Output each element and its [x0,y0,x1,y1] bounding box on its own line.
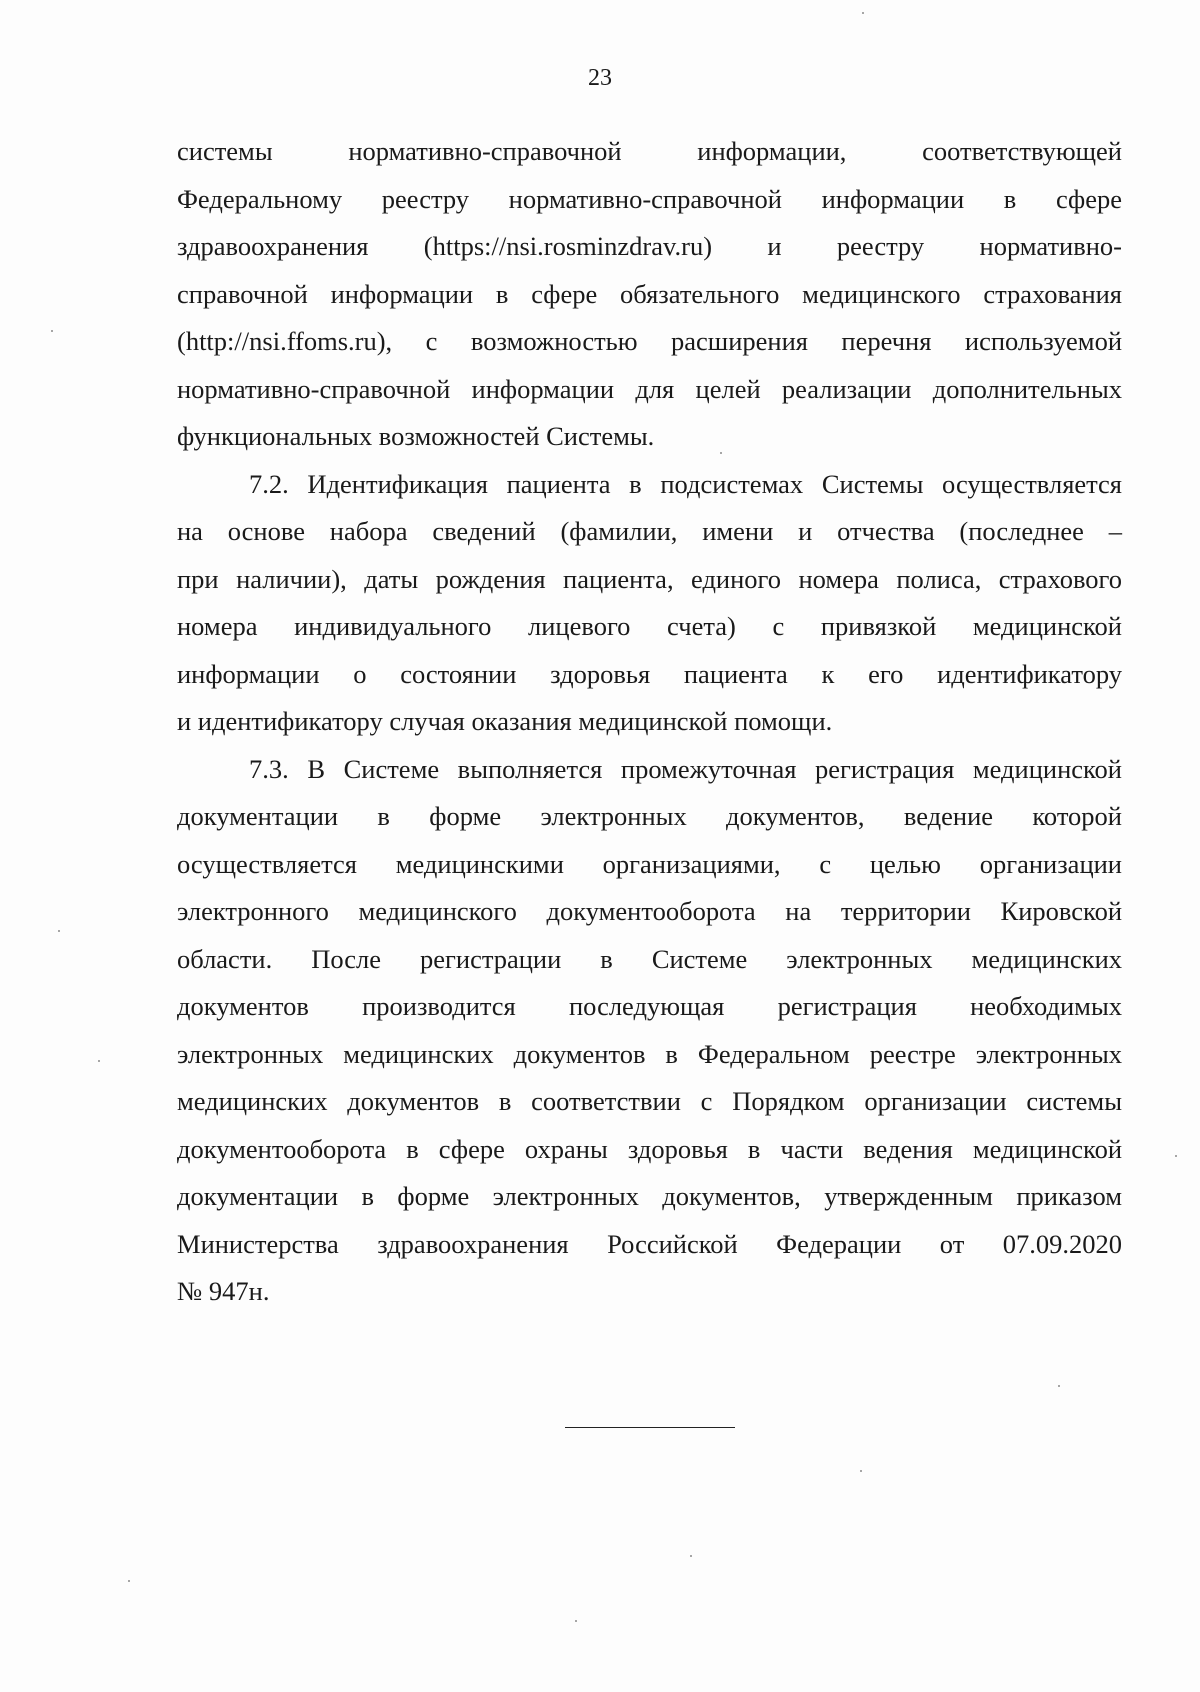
text-line: информации о состоянии здоровья пациента к его идентификатору [177,658,1122,689]
text-line: Министерства здравоохранения Российской Федерации от 07.09.2020 [177,1228,1122,1259]
text-line: здравоохранения (https://nsi.rosminzdrav.ru) и реестру нормативно- [177,231,1122,261]
scan-speck [1175,1155,1177,1157]
text-line: справочной информации в сфере обязательного медицинского страхования [177,278,1122,309]
text-line: электронного медицинского документооборота на территории Кировской [177,896,1122,926]
scan-speck [1058,1385,1060,1387]
text-line: Федеральному реестру нормативно-справочной информации в сфере [177,183,1122,214]
scan-speck [98,1060,100,1062]
text-line: на основе набора сведений (фамилии, имени и отчества (последнее – [177,516,1122,546]
scan-speck [575,1620,577,1622]
scan-speck [51,330,53,332]
text-line: документов производится последующая регистрация необходимых [177,991,1122,1021]
text-line: (http://nsi.ffoms.ru), с возможностью расширения перечня используемой [177,326,1122,356]
text-line: номера индивидуального лицевого счета) с привязкой медицинской [177,611,1122,641]
text-line: медицинских документов в соответствии с Порядком организации системы [177,1086,1122,1116]
text-line: области. После регистрации в Системе электронных медицинских [177,943,1122,974]
page-number: 23 [588,65,612,91]
text-line: и идентификатору случая оказания медицинской помощи. [177,706,833,736]
text-line: документации в форме электронных документов, ведение которой [177,801,1122,831]
text-line: функциональных возможностей Системы. [177,421,655,451]
document-body [177,128,1122,1316]
scan-speck [860,1470,862,1472]
text-line: документации в форме электронных документов, утвержденным приказом [177,1181,1122,1211]
text-line: документооборота в сфере охраны здоровья в части ведения медицинской [177,1133,1122,1164]
text-line: при наличии), даты рождения пациента, единого номера полиса, страхового [177,563,1122,594]
end-separator-line [565,1427,735,1428]
text-line: № 947н. [177,1276,270,1306]
text-line: нормативно-справочной информации для целей реализации дополнительных [177,373,1122,404]
scan-speck [128,1580,130,1582]
text-line: осуществляется медицинскими организациями, с целью организации [177,848,1122,879]
scan-speck [720,452,722,454]
section-7-3-first-line: 7.3. В Системе выполняется промежуточная регистрация медицинской [249,753,1122,784]
scan-speck [58,930,60,932]
scan-speck [690,1555,692,1557]
text-line: системы нормативно-справочной информации, соответствующей [177,136,1122,166]
scan-speck [862,12,864,14]
text-line: электронных медицинских документов в Федеральном реестре электронных [177,1038,1122,1069]
section-7-2-first-line: 7.2. Идентификация пациента в подсистемах Системы осуществляется [249,468,1122,499]
